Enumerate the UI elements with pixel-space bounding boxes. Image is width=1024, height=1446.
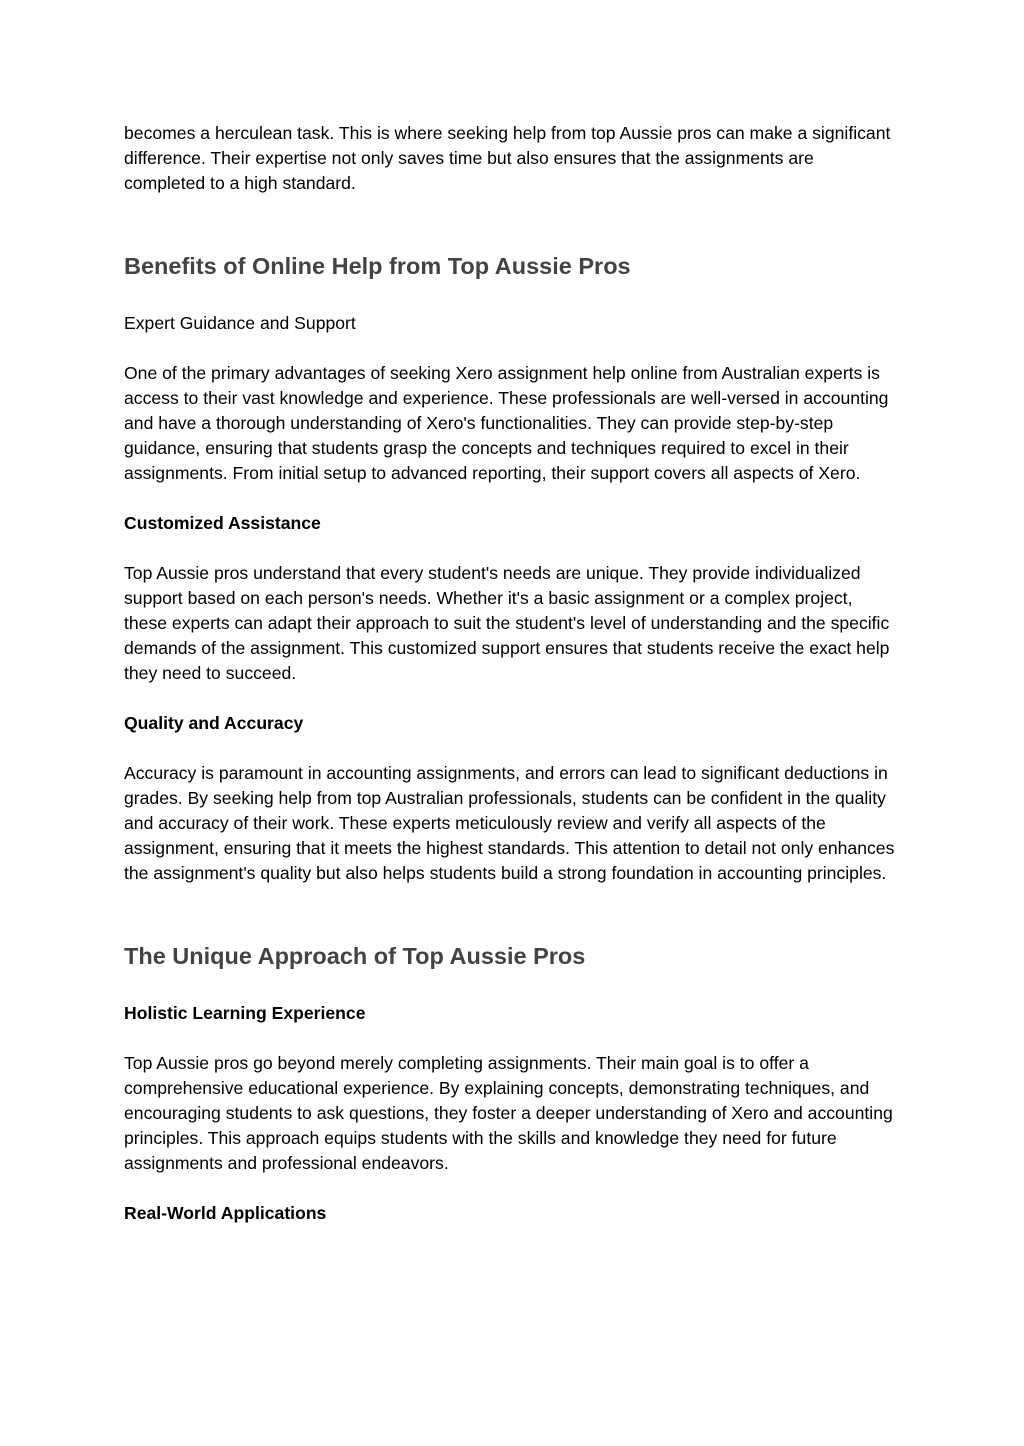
document-page — [124, 121, 899, 1226]
expert-guidance-heading: Expert Guidance and Support — [124, 313, 356, 333]
intro-paragraph: becomes a herculean task. This is where seeking help from top Aussie pros can make a significant difference. Their expertise not only saves time but also ensures that the assignments are completed to a high standard. — [124, 123, 891, 193]
benefits-heading: Benefits of Online Help from Top Aussie Pros — [124, 253, 631, 279]
holistic-learning-paragraph: Top Aussie pros go beyond merely completing assignments. Their main goal is to offer a comprehensive educational experience. By explaining concepts, demonstrating techniques, and encouraging students to ask questions, they foster a deeper understanding of Xero and accounting principles. This approach equips students with the skills and knowledge they need for future assignments and professional endeavors. — [124, 1053, 893, 1173]
holistic-learning-heading: Holistic Learning Experience — [124, 1003, 366, 1023]
approach-heading: The Unique Approach of Top Aussie Pros — [124, 943, 586, 969]
quality-accuracy-paragraph: Accuracy is paramount in accounting assignments, and errors can lead to significant deductions in grades. By seeking help from top Australian professionals, students can be confident in the quality and accuracy of their work. These experts meticulously review and verify all aspects of the assignment, ensuring that it meets the highest standards. This attention to detail not only enhances the assignment's quality but also helps students build a strong foundation in accounting principles. — [124, 763, 895, 883]
quality-accuracy-heading: Quality and Accuracy — [124, 713, 304, 733]
customized-assistance-paragraph: Top Aussie pros understand that every student's needs are unique. They provide individualized support based on each person's needs. Whether it's a basic assignment or a complex project, these experts can adapt their approach to suit the student's level of understanding and the specific demands of the assignment. This customized support ensures that students receive the exact help they need to succeed. — [124, 563, 890, 683]
expert-guidance-paragraph: One of the primary advantages of seeking Xero assignment help online from Australian experts is access to their vast knowledge and experience. These professionals are well-versed in accounting and have a thorough understanding of Xero's functionalities. They can provide step-by-step guidance, ensuring that students grasp the concepts and techniques required to excel in their assignments. From initial setup to advanced reporting, their support covers all aspects of Xero. — [124, 363, 889, 483]
customized-assistance-heading: Customized Assistance — [124, 513, 321, 533]
real-world-applications-heading: Real-World Applications — [124, 1203, 327, 1223]
